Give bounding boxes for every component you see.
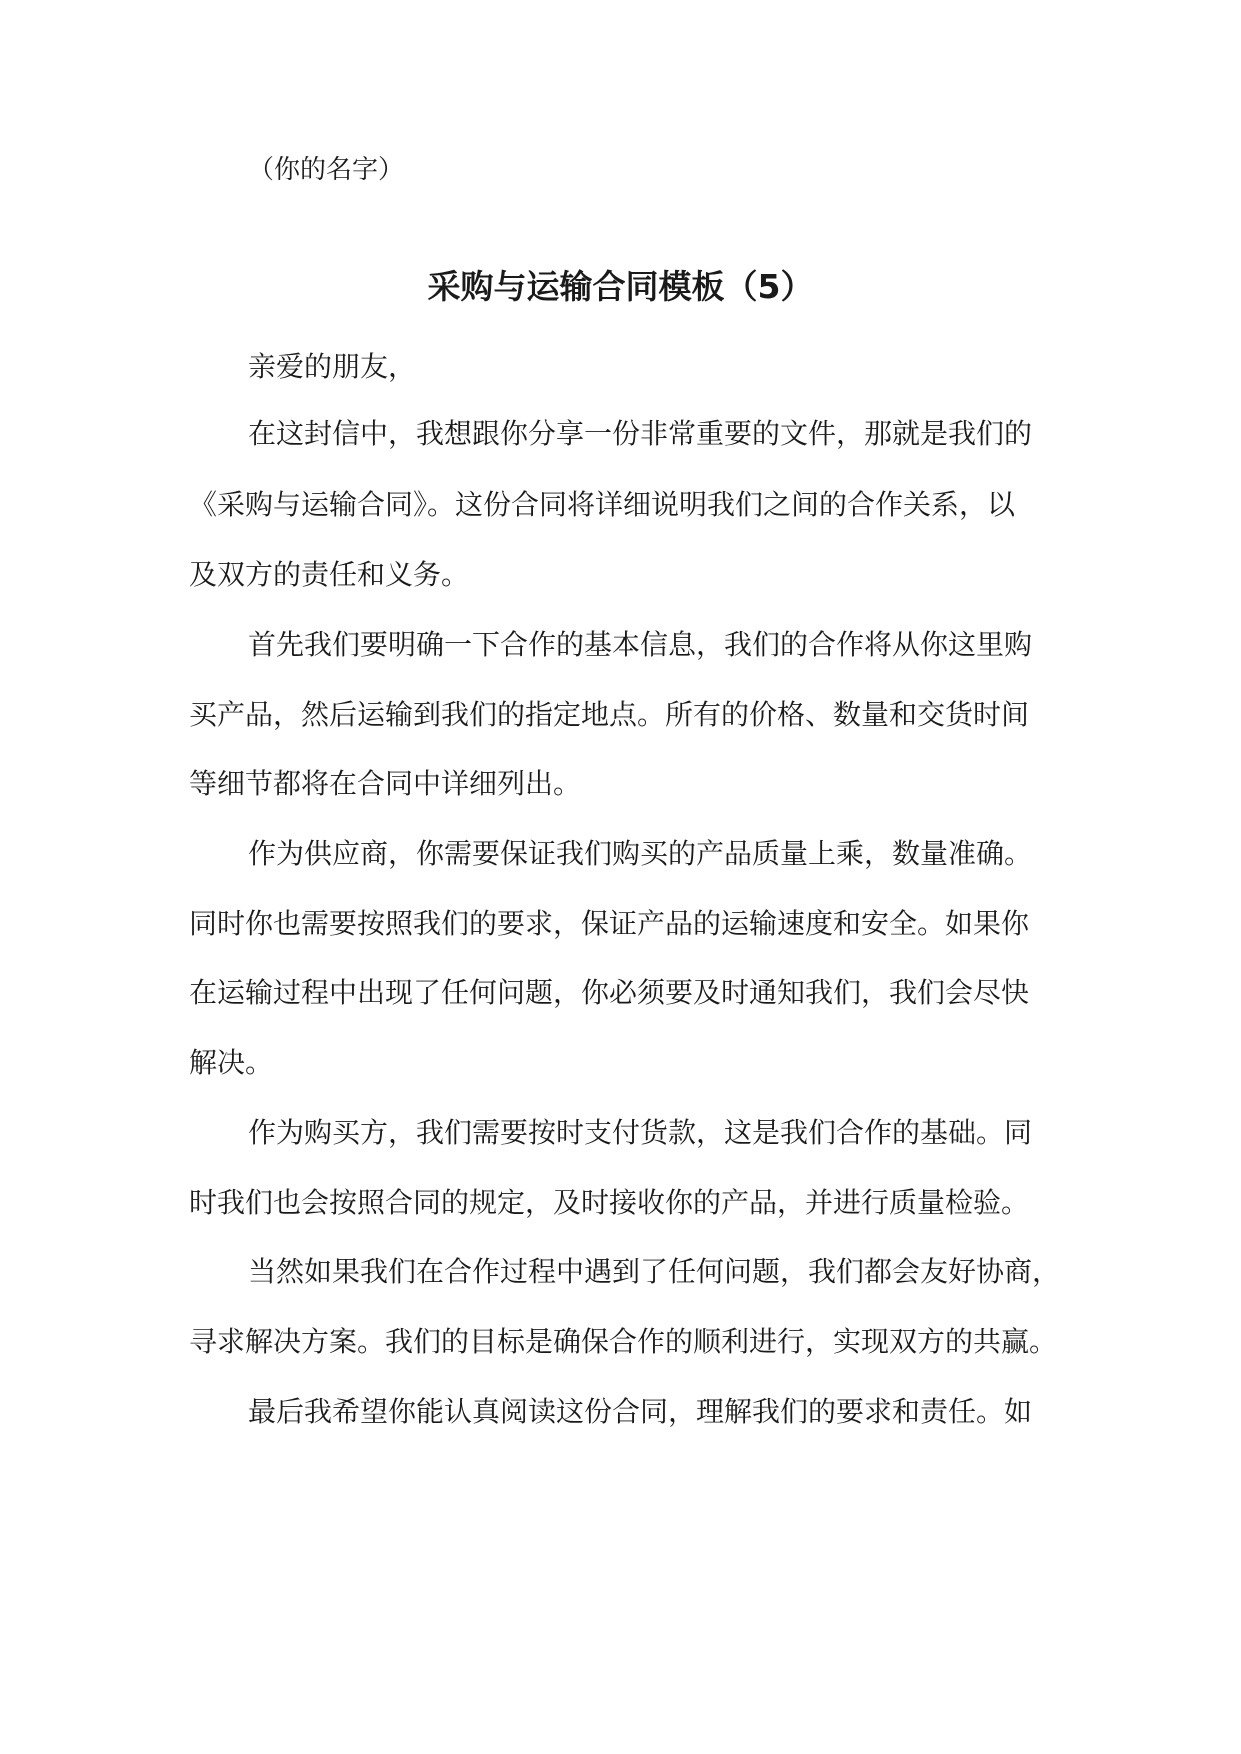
paragraph-line: 作为供应商，你需要保证我们购买的产品质量上乘，数量准确。 (248, 837, 1033, 870)
paragraph-line: 首先我们要明确一下合作的基本信息，我们的合作将从你这里购 (248, 628, 1033, 661)
paragraph-line: 当然如果我们在合作过程中遇到了任何问题，我们都会友好协商， (248, 1255, 1061, 1288)
paragraph-line: 寻求解决方案。我们的目标是确保合作的顺利进行，实现双方的共赢。 (189, 1325, 1058, 1358)
author-placeholder: （你的名字） (248, 155, 405, 185)
document-title: 采购与运输合同模板（5） (427, 267, 814, 306)
paragraph-line: 同时你也需要按照我们的要求，保证产品的运输速度和安全。如果你 (189, 907, 1030, 940)
paragraph-line: 作为购买方，我们需要按时支付货款，这是我们合作的基础。同 (248, 1116, 1033, 1149)
paragraph-line: 在这封信中，我想跟你分享一份非常重要的文件，那就是我们的 (248, 417, 1033, 450)
paragraph-line: 时我们也会按照合同的规定，及时接收你的产品，并进行质量检验。 (189, 1186, 1030, 1219)
paragraph-line: 解决。 (189, 1046, 274, 1079)
paragraph-line: 《采购与运输合同》。这份合同将详细说明我们之间的合作关系，以 (189, 488, 1016, 521)
paragraph-line: 及双方的责任和义务。 (189, 558, 470, 591)
paragraph-line: 买产品，然后运输到我们的指定地点。所有的价格、数量和交货时间 (189, 698, 1030, 731)
salutation: 亲爱的朋友， (248, 350, 417, 383)
paragraph-line: 在运输过程中出现了任何问题，你必须要及时通知我们，我们会尽快 (189, 976, 1030, 1009)
paragraph-line: 等细节都将在合同中详细列出。 (189, 767, 582, 800)
paragraph-line: 最后我希望你能认真阅读这份合同，理解我们的要求和责任。如 (248, 1395, 1033, 1428)
